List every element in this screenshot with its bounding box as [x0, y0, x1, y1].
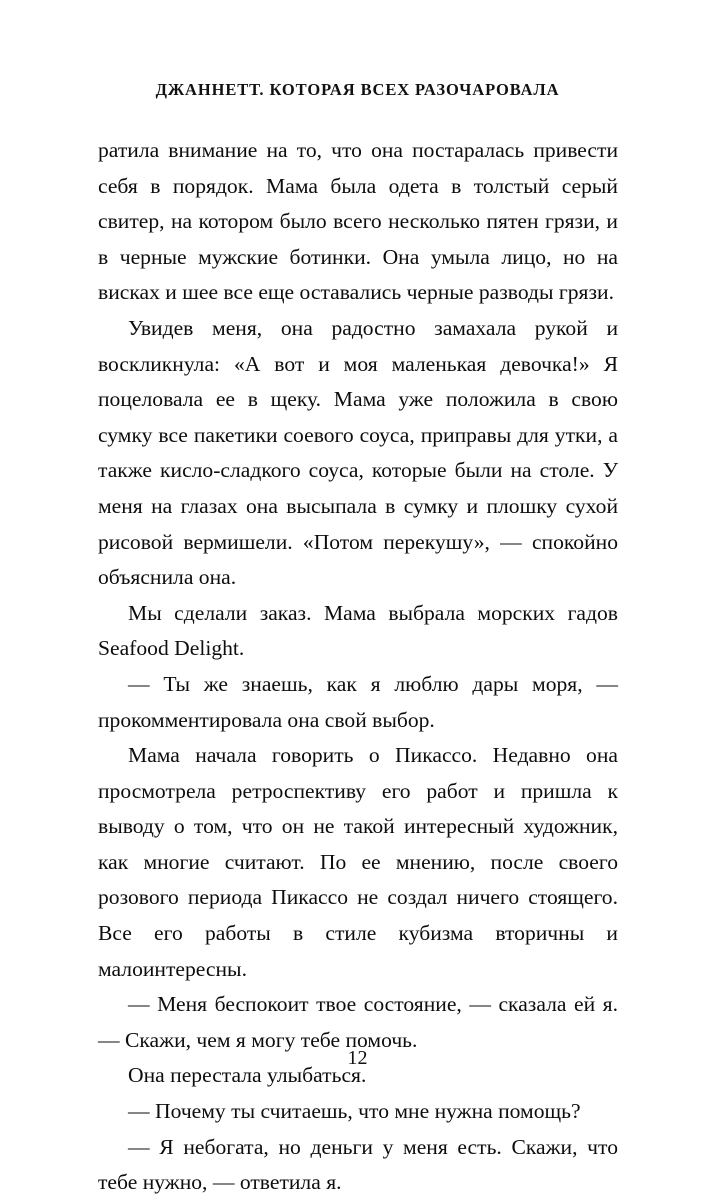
- paragraph: — Меня беспокоит твое состояние, — сказала ей я. — Скажи, чем я могу тебе помочь.: [98, 992, 618, 1052]
- running-head: ДЖАННЕТТ. КОТОРАЯ ВСЕХ РАЗОЧАРОВАЛА: [155, 80, 560, 99]
- body-text: [98, 133, 618, 1201]
- paragraph: Мама начала говорить о Пикассо. Недавно она просмотрела ретроспективу его работ и пришла к выводу о том, что он не такой интересный художник, как многие считают. По ее мнению, после своего розового периода Пикассо не создал ничего стоящего. Все его работы в стиле кубизма вторичны и малоинтересны.: [98, 743, 618, 981]
- paragraph: Увидев меня, она радостно замахала рукой и воскликнула: «А вот и моя маленькая девочка!» Я поцеловала ее в щеку. Мама уже положила в свою сумку все пакетики соевого соуса, приправы для утки, а также кисло-сладкого соуса, которые были на столе. У меня на глазах она высыпала в сумку и плошку сухой рисовой вермишели. «Потом перекушу», — спокойно объяснила она.: [98, 315, 618, 590]
- paragraph: — Ты же знаешь, как я люблю дары моря, — прокомментировала она свой выбор.: [98, 671, 618, 732]
- paragraph: ратила внимание на то, что она постаралась привести себя в порядок. Мама была одета в толстый серый свитер, на котором было всего несколько пятен грязи, и в черные мужские ботинки. Она умыла лицо, но на висках и шее все еще оставались черные разводы грязи.: [98, 138, 618, 305]
- paragraph: Она перестала улыбаться.: [128, 1063, 367, 1088]
- paragraph: — Почему ты считаешь, что мне нужна помощь?: [128, 1099, 581, 1124]
- paragraph: Мы сделали заказ. Мама выбрала морских гадов Seafood Delight.: [98, 600, 618, 661]
- paragraph: — Я небогата, но деньги у меня есть. Скажи, что тебе нужно, — ответила я.: [98, 1134, 618, 1195]
- page-number: 12: [347, 1047, 368, 1069]
